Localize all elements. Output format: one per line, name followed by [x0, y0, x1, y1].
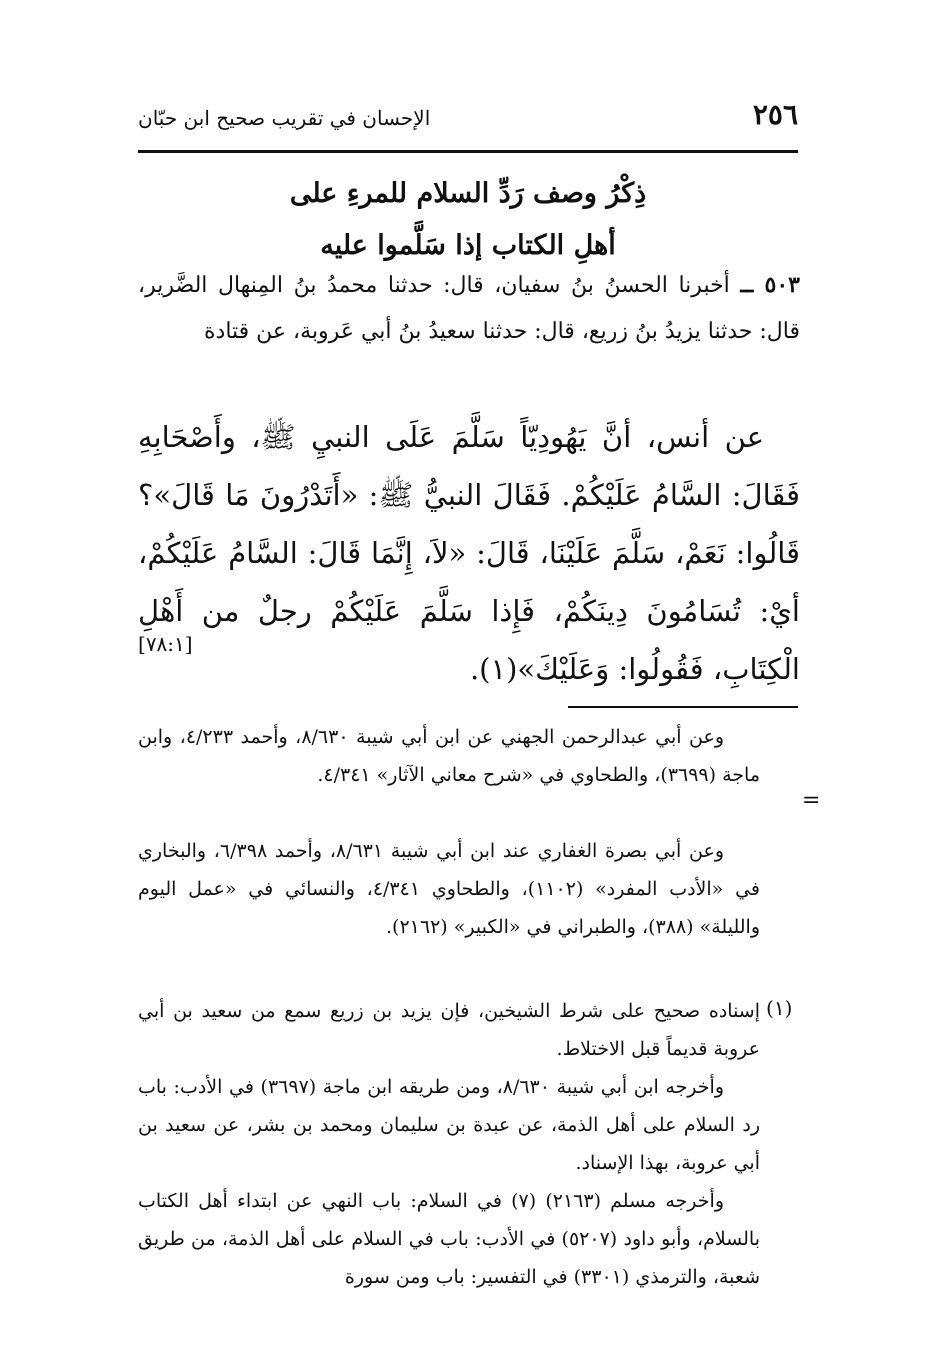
running-title: الإحسان في تقريب صحيح ابن حبّان — [138, 106, 431, 130]
footnote-continuation-2 — [138, 832, 760, 946]
chapter-title — [138, 168, 798, 272]
chapter-title-line2: أهلِ الكتاب إذا سَلَّموا عليه — [320, 230, 616, 261]
chapter-title-line1: ذِكْرُ وصف رَدِّ السلام للمرءِ على — [289, 178, 647, 209]
matn-text: عن أنس، أنَّ يَهُودِيّاً سَلَّمَ عَلَى النبيِ ﷺ، وأَصْحَابِهِ فَقَالَ: السَّامُ عَلَيْكُمْ. فَقَالَ النبيُّ ﷺ: «أَتَدْرُونَ مَا قَالَ»؟ قَالُوا: نَعَمْ، سَلَّمَ عَلَيْنَا، قَالَ: «لاَ، إِنَّمَا قَالَ: السَّامُ عَلَيْكُمْ، أيْ: تُسَامُونَ دِينَكُمْ، فَإِذا سَلَّمَ عَلَيْكُمْ رجلٌ من أَهْلِ الْكِتَابِ، فَقُولُوا: وَعَلَيْكَ»(١). — [138, 420, 800, 686]
header-rule — [138, 150, 798, 153]
page-number: ٢٥٦ — [752, 98, 798, 131]
footnote-text: وأخرجه مسلم (٢١٦٣) (٧) في السلام: باب النهي عن ابتداء أهل الكتاب بالسلام، وأبو داود (٥٢٠٧) في الأدب: باب في السلام على أهل الذمة، من طريق شعبة، والترمذي (٣٣٠١) في التفسير: باب ومن سورة — [138, 1190, 760, 1288]
footnote-continued-mark: = — [802, 788, 821, 813]
footnote-text: وأخرجه ابن أبي شيبة ٨/٦٣٠، ومن طريقه ابن ماجة (٣٦٩٧) في الأدب: باب رد السلام على أهل الذمة، عن عبدة بن سليمان ومحمد بن بشر، عن سعيد بن أبي عروبة، بهذا الإسناد. — [138, 1076, 760, 1174]
footnote-1-para-3 — [138, 1182, 760, 1296]
footnote-text: وعن أبي عبدالرحمن الجهني عن ابن أبي شيبة ٨/٦٣٠، وأحمد ٤/٢٣٣، وابن ماجة (٣٦٩٩)، والطحاوي في «شرح معاني الآثار» ٤/٣٤١. — [138, 726, 760, 786]
footnote-rule — [568, 706, 798, 708]
hadith-isnad — [138, 262, 800, 355]
hadith-reference: [٧٨:١] — [138, 632, 193, 656]
footnote-1-marker: (١) — [766, 996, 793, 1020]
footnote-text: وعن أبي بصرة الغفاري عند ابن أبي شيبة ٨/٦٣١، وأحمد ٦/٣٩٨، والبخاري في «الأدب المفرد» (١١٠٢)، والطحاوي ٤/٣٤١، والنسائي في «عمل اليوم والليلة» (٣٨٨)، والطبراني في «الكبير» (٢١٦٢). — [138, 840, 760, 938]
hadith-number: ٥٠٣ ــ — [740, 272, 800, 298]
footnote-continuation-1 — [138, 718, 760, 794]
footnote-1-para-2 — [138, 1068, 760, 1182]
isnad-text: أخبرنا الحسنُ بنُ سفيان، قال: حدثنا محمدُ بنُ المِنهال الضَّرير، قال: حدثنا يزيدُ بنُ زريع، قال: حدثنا سعيدُ بنُ أبي عَروبة، عن قتادة — [138, 273, 800, 344]
hadith-matn — [138, 408, 800, 698]
footnote-1-para-1: إسناده صحيح على شرط الشيخين، فإن يزيد بن زريع سمع من سعيد بن أبي عروبة قديماً قبل الاختلاط. — [138, 1000, 760, 1060]
page-header — [138, 98, 798, 144]
